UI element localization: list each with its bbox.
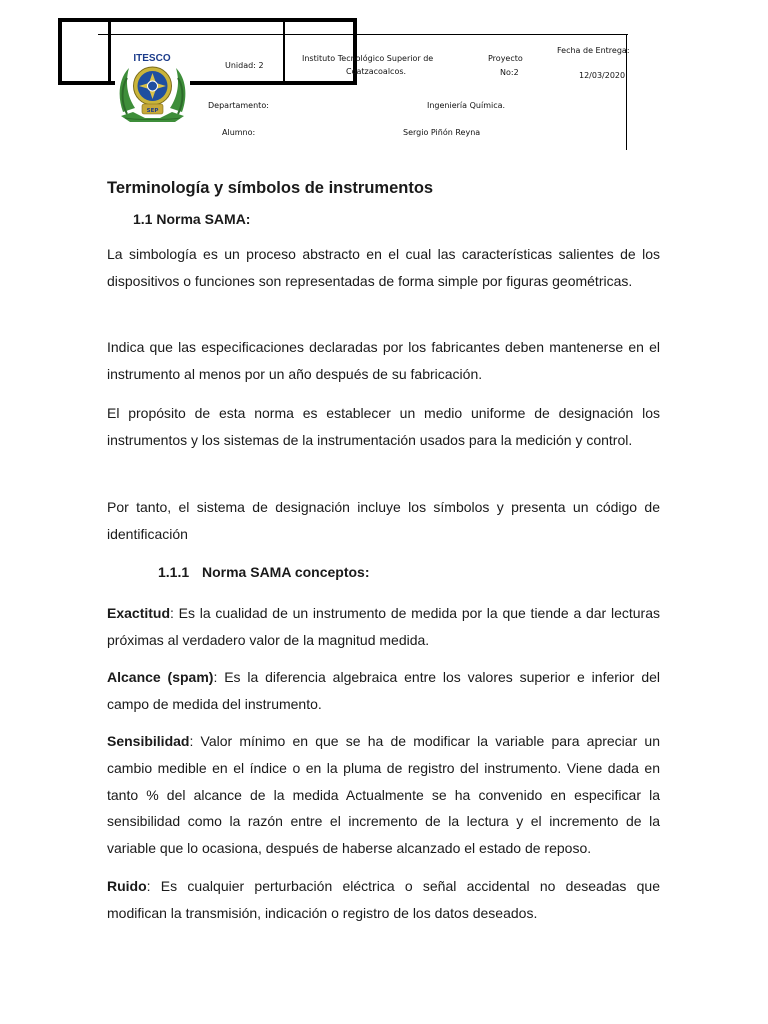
term-alcance: Alcance (spam) bbox=[107, 669, 214, 685]
term-sensibilidad: Sensibilidad bbox=[107, 733, 190, 749]
proyecto-number: No:2 bbox=[500, 68, 519, 77]
definition-ruido bbox=[107, 873, 660, 927]
departamento-label: Departamento: bbox=[208, 101, 269, 110]
alumno-value: Sergio Piñón Reyna bbox=[403, 128, 481, 137]
section-number: 1.1.1 bbox=[158, 564, 190, 580]
itesco-logo bbox=[115, 48, 190, 124]
header-thick-frame-left bbox=[58, 18, 62, 84]
document-title: Terminología y símbolos de instrumentos bbox=[107, 179, 434, 197]
section-heading-norma-sama: 1.1 Norma SAMA: bbox=[133, 211, 251, 227]
section-heading-sama-conceptos bbox=[158, 564, 370, 580]
paragraph-designacion: Por tanto, el sistema de designación incluye los símbolos y presenta un código de identificación bbox=[107, 499, 660, 542]
proyecto-label: Proyecto bbox=[488, 54, 523, 63]
paragraph-especificaciones: Indica que las especificaciones declaradas por los fabricantes deben mantenerse en el instrumento al menos por un año después de su fabricación. bbox=[107, 339, 660, 382]
header-table-top-line bbox=[98, 34, 628, 35]
header-thick-frame-bottom bbox=[58, 81, 357, 85]
section-title: Norma SAMA conceptos: bbox=[202, 564, 370, 580]
alumno-label: Alumno: bbox=[222, 128, 256, 137]
unidad-label: Unidad: 2 bbox=[225, 61, 264, 70]
definition-alcance bbox=[107, 664, 660, 718]
header-thick-frame-top bbox=[58, 18, 357, 22]
institute-line-2: Coatzacoalcos. bbox=[346, 67, 407, 76]
institute-line-1: Instituto Tecnológico Superior de bbox=[302, 54, 434, 63]
paragraph-proposito: El propósito de esta norma es establecer un medio uniforme de designación los instrumentos y los sistemas de la instrumentación usados para la medición y control. bbox=[107, 405, 660, 448]
paragraph-simbologia: La simbología es un proceso abstracto en el cual las características salientes de los dispositivos o funciones son representadas de forma simple por figuras geométricas. bbox=[107, 246, 660, 289]
svg-text:SEP: SEP bbox=[146, 108, 159, 114]
definition-sensibilidad bbox=[107, 728, 660, 862]
fecha-entrega-label: Fecha de Entrega: bbox=[557, 46, 630, 55]
svg-text:ITESCO: ITESCO bbox=[133, 53, 171, 64]
text-exactitud: : Es la cualidad de un instrumento de medida por la que tiende a dar lecturas próximas al verdadero valor de la magnitud medida. bbox=[107, 605, 660, 648]
departamento-value: Ingeniería Química. bbox=[427, 101, 506, 110]
text-sensibilidad: : Valor mínimo en que se ha de modificar la variable para apreciar un cambio medible en el índice o en la pluma de registro del instrumento. Viene dada en tanto % del alcance de la medida Actualmente se ha convenido en especificar la sensibilidad como la razón entre el incremento de la lectura y el incremento de la variable que lo ocasiona, después de haberse alcanzado el estado de reposo. bbox=[107, 733, 660, 857]
header-thick-divider-1 bbox=[108, 18, 111, 84]
definition-exactitud bbox=[107, 600, 660, 654]
text-alcance: : Es la diferencia algebraica entre los valores superior e inferior del campo de medida del instrumento. bbox=[107, 669, 661, 712]
text-ruido: : Es cualquier perturbación eléctrica o señal accidental no deseadas que modifican la transmisión, indicación o registro de los datos deseados. bbox=[107, 878, 660, 921]
fecha-entrega-value: 12/03/2020 bbox=[579, 71, 626, 80]
term-ruido: Ruido bbox=[107, 878, 147, 894]
term-exactitud: Exactitud bbox=[107, 605, 171, 621]
header-thick-divider-2 bbox=[283, 18, 285, 84]
